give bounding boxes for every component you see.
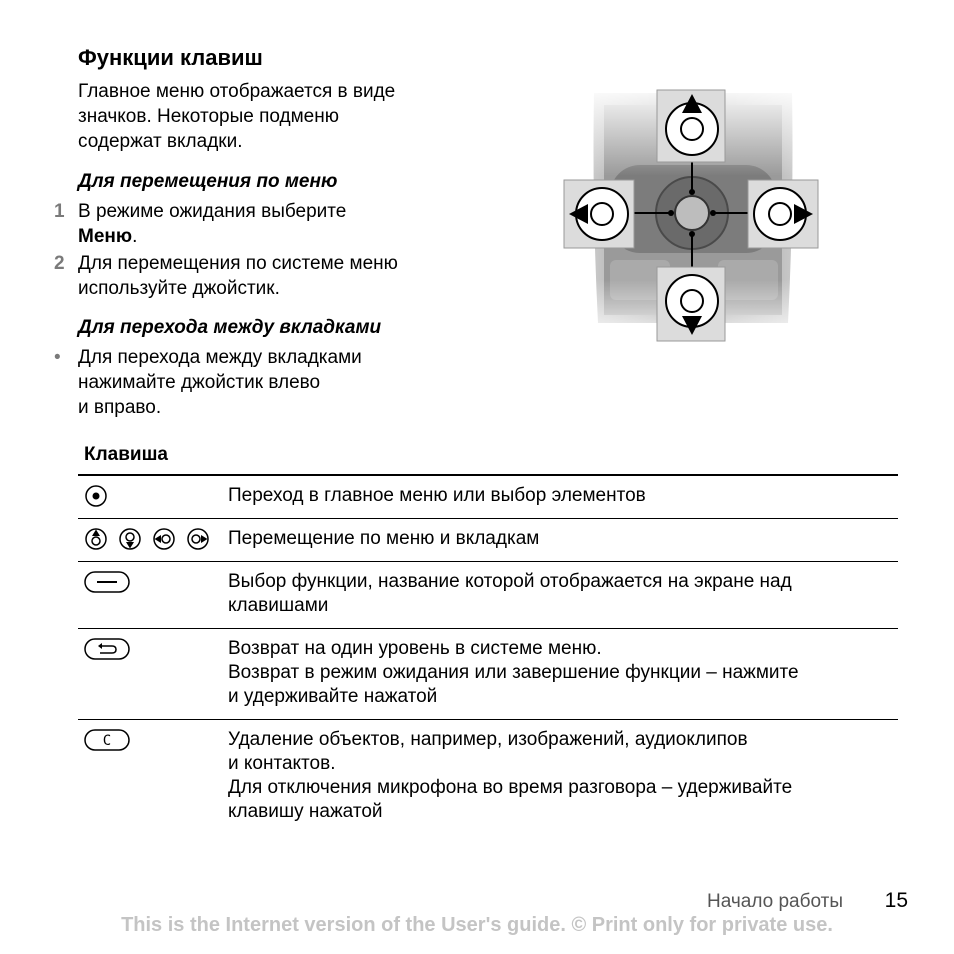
- joystick-right-callout: [748, 180, 818, 248]
- footer-section-title: Начало работы: [706, 891, 843, 912]
- key-cell: [78, 629, 228, 720]
- key-cell: [78, 519, 228, 562]
- keys-table: [78, 474, 898, 834]
- joystick-down-callout: [657, 267, 725, 341]
- step-number: 1: [54, 201, 65, 222]
- intro-line: значков. Некоторые подменю: [78, 106, 339, 127]
- table-title: Клавиша: [84, 444, 168, 465]
- desc-cell: Выбор функции, название которой отображается на экране над клавишами: [228, 562, 898, 629]
- step-1: [54, 199, 478, 249]
- bullet-text: и вправо.: [78, 397, 162, 418]
- page-title: Функции клавиш: [78, 45, 263, 70]
- bullet-text: Для перехода между вкладками: [78, 347, 362, 368]
- tabs-nav-subtitle: Для перехода между вкладками: [78, 317, 382, 338]
- step-2: [54, 251, 478, 301]
- menu-nav-subtitle: Для перемещения по меню: [78, 171, 338, 192]
- step-number: 2: [54, 253, 65, 274]
- footer-disclaimer: This is the Internet version of the User's guide. © Print only for private use.: [121, 914, 833, 936]
- bullet: •: [54, 347, 61, 368]
- desc-cell: Удаление объектов, например, изображений, аудиоклипов и контактов. Для отключения микрофона во время разговора – удерживайте клавишу нажатой: [228, 729, 793, 822]
- bullet-text: нажимайте джойстик влево: [78, 372, 321, 393]
- step-text: Для перемещения по системе меню: [78, 253, 398, 274]
- table-row: [78, 629, 898, 720]
- menu-term: Меню: [78, 226, 133, 247]
- key-cell: [78, 720, 228, 835]
- joystick-center-icon: [84, 484, 108, 508]
- step-text: В режиме ожидания выберите: [78, 201, 347, 222]
- key-cell: [78, 562, 228, 629]
- table-row: [78, 519, 898, 562]
- page-number: 15: [884, 889, 908, 912]
- table-row: [78, 720, 898, 835]
- step-text: используйте джойстик.: [78, 278, 280, 299]
- joystick-up-callout: [657, 90, 725, 162]
- intro-line: Главное меню отображается в виде: [78, 81, 396, 102]
- desc-cell: Возврат на один уровень в системе меню. Возврат в режим ожидания или завершение функции – нажмите и удерживайте нажатой: [228, 629, 898, 720]
- key-cell: [78, 475, 228, 519]
- tabs-nav-bullet-item: [54, 345, 478, 420]
- intro-paragraph: [78, 79, 478, 154]
- desc-cell: Перемещение по меню и вкладкам: [228, 519, 898, 562]
- joystick-left-icon: [152, 527, 176, 551]
- joystick-up-icon: [84, 527, 108, 551]
- desc-cell: Переход в главное меню или выбор элементов: [228, 475, 898, 519]
- table-row: [78, 475, 898, 519]
- back-key-icon: [84, 637, 130, 661]
- step-text-cont: Меню.: [78, 226, 138, 247]
- clear-key-label: C: [102, 733, 112, 749]
- joystick-right-icon: [186, 527, 210, 551]
- joystick-down-icon: [118, 527, 142, 551]
- joystick-illustration: [562, 85, 822, 345]
- intro-line: содержат вкладки.: [78, 131, 243, 152]
- joystick-left-callout: [564, 180, 634, 248]
- table-row: [78, 562, 898, 629]
- selection-key-icon: [84, 570, 130, 594]
- clear-key-icon: [84, 728, 130, 752]
